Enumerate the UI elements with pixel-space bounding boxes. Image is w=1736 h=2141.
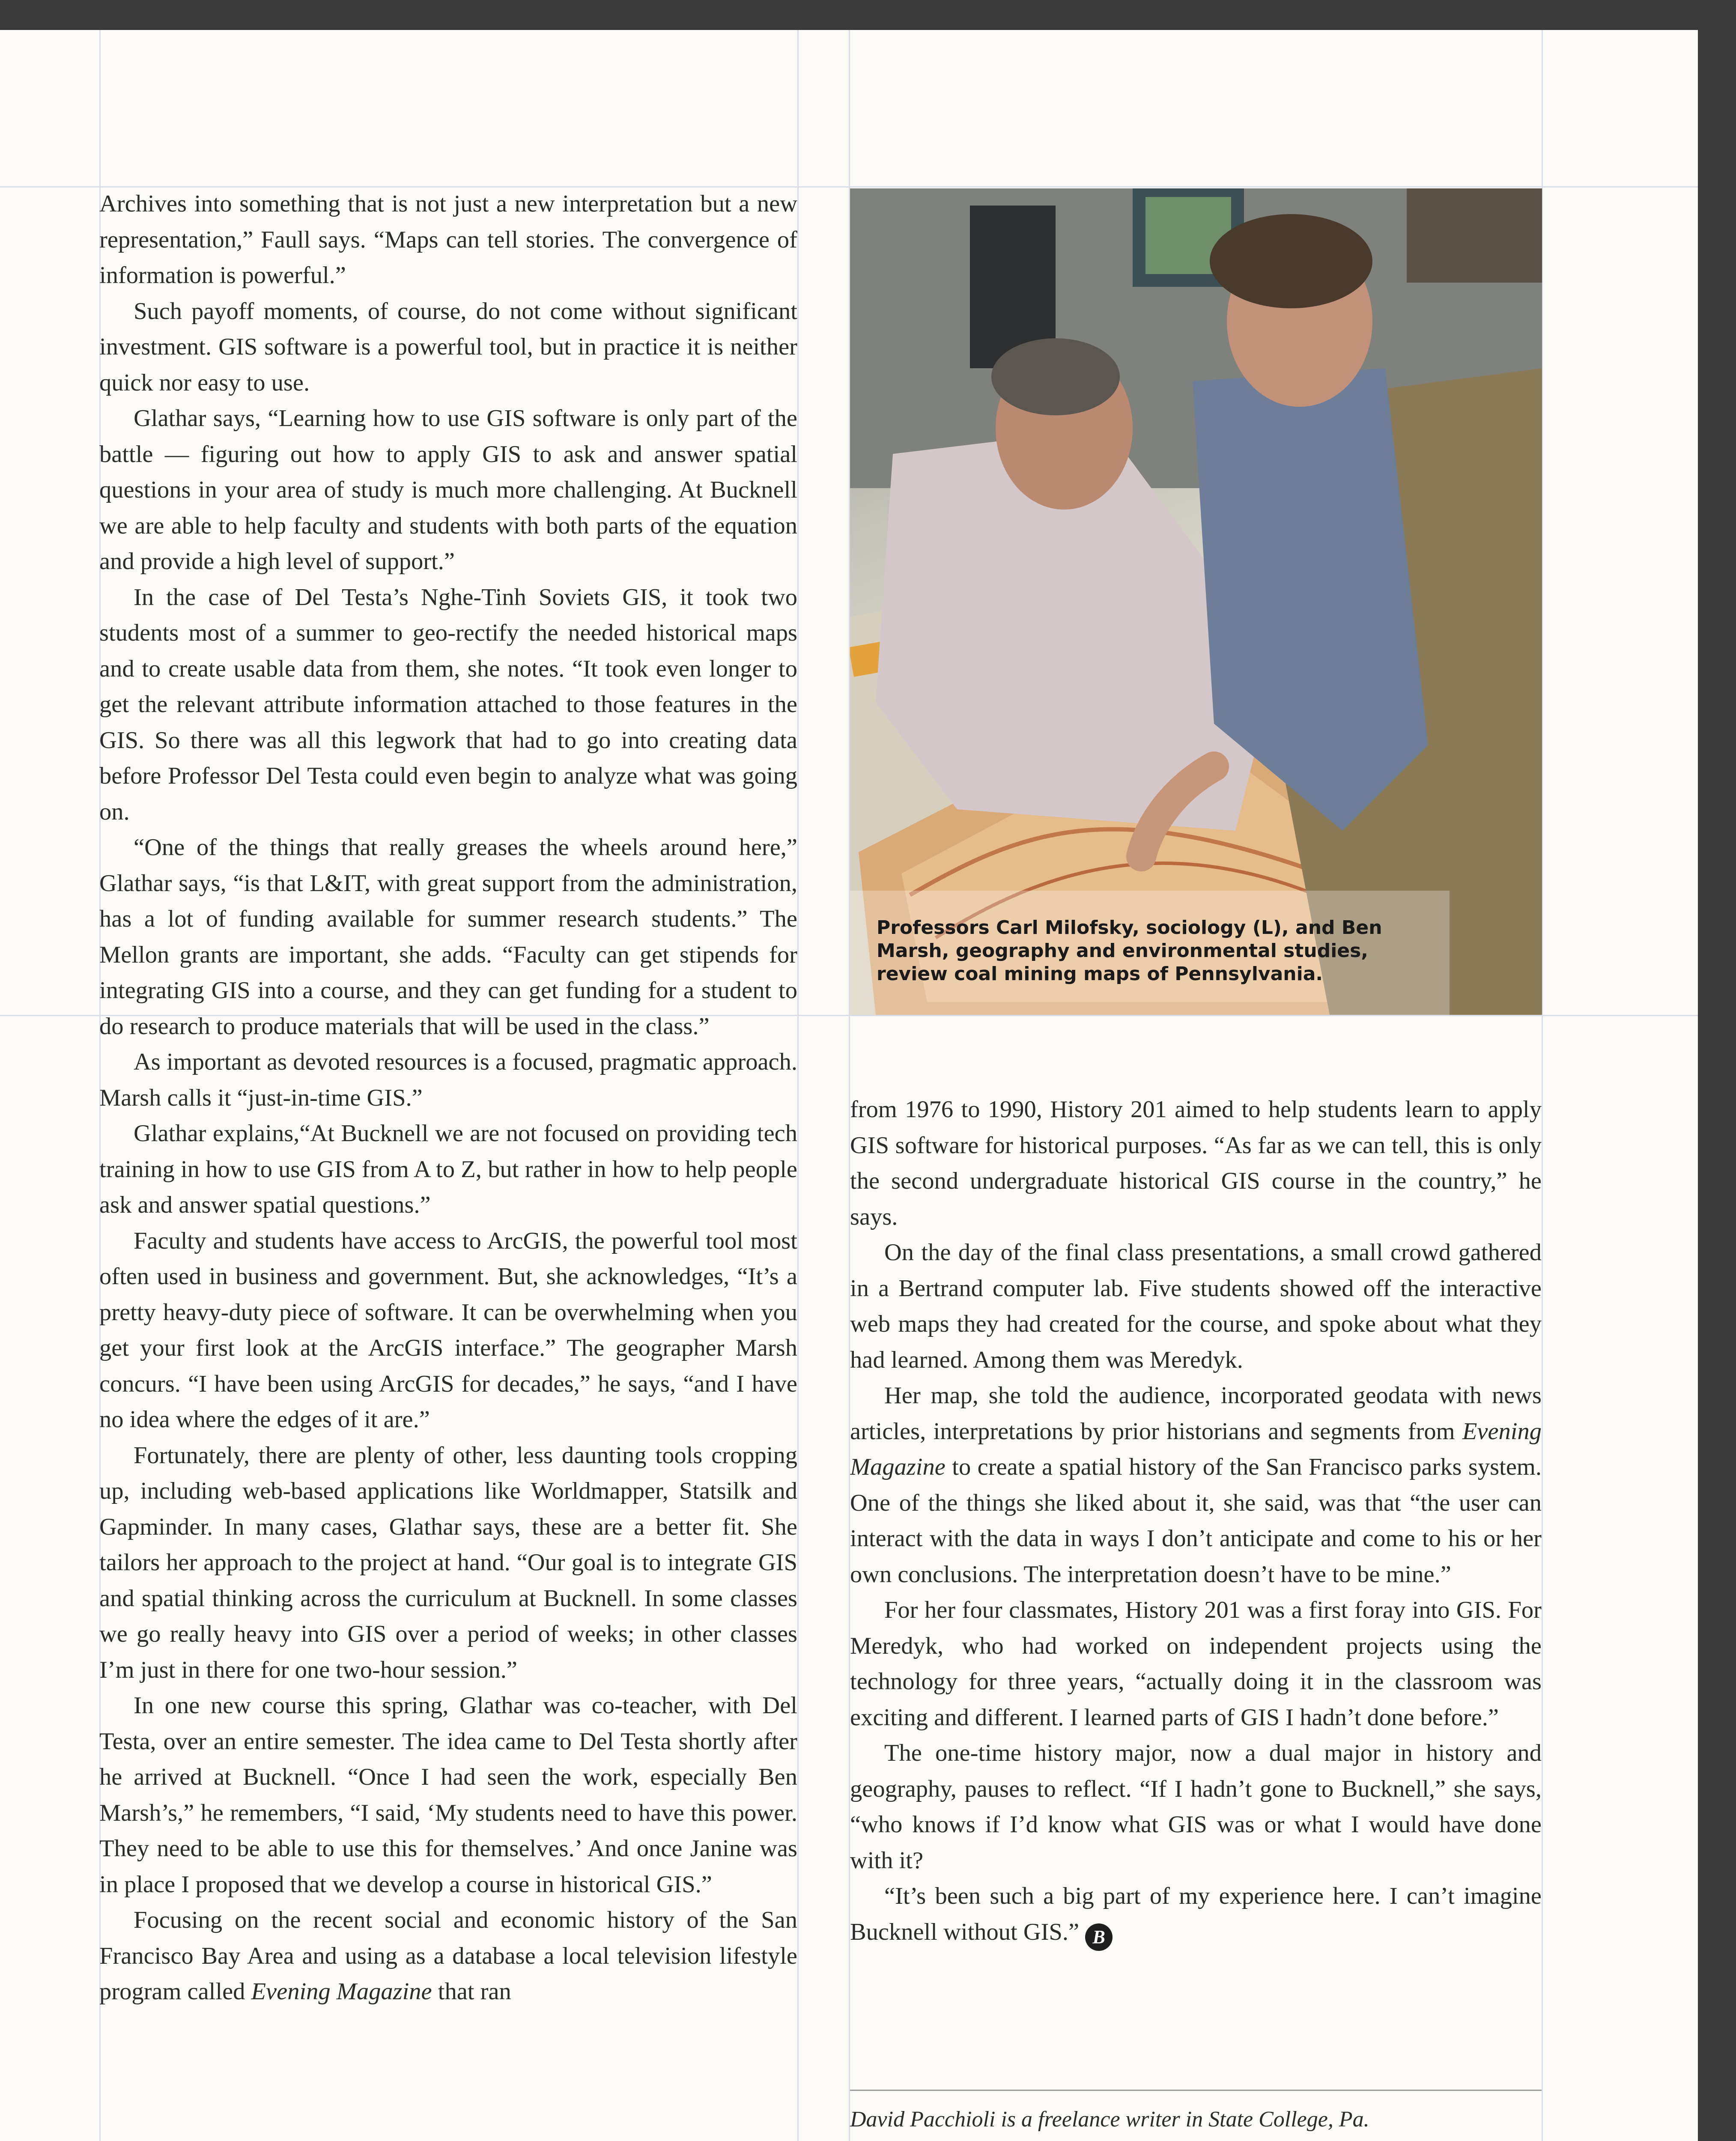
article-photo bbox=[850, 188, 1542, 1015]
program-title: Evening Magazine bbox=[850, 1418, 1542, 1480]
article-column-right bbox=[850, 1092, 1542, 2120]
layout-guide bbox=[797, 30, 799, 2141]
text-run: Her map, she told the audience, incorporated geodata with news articles, interpretations by prior historians and segments from bbox=[850, 1382, 1542, 1445]
end-mark-icon: B bbox=[1085, 1923, 1113, 1951]
article-paragraph: Glathar says, “Learning how to use GIS software is only part of the battle — figuring out how to apply GIS to ask and answer spatial questions in your area of study is much more challenging. At Bucknell we are able to help faculty and students with both parts of the equation and provide a high level of support.” bbox=[99, 405, 797, 575]
article-paragraph: In one new course this spring, Glathar was co-teacher, with Del Testa, over an entire semester. The idea came to Del Testa shortly after he arrived at Bucknell. “Once I had seen the work, especially Ben Marsh’s,” he remembers, “I said, ‘My students need to have this power. They need to be able to use this for themselves.’ And once Janine was in place I proposed that we develop a course in historical GIS.” bbox=[99, 1692, 797, 1898]
text-run: “It’s been such a big part of my experience here. I can’t imagine Bucknell without GIS.” bbox=[850, 1883, 1542, 1945]
text-run: that ran bbox=[432, 1978, 511, 2005]
article-paragraph bbox=[99, 1902, 797, 2010]
article-paragraph: “One of the things that really greases the wheels around here,” Glathar says, “is that L&IT, with great support from the administration, has a lot of funding available for summer research students.” The Mellon grants are important, she adds. “Faculty can get stipends for integrating GIS into a course, and they can get funding for a student to do research to produce materials that will be used in the class.” bbox=[99, 834, 797, 1040]
article-paragraph bbox=[850, 1879, 1542, 1951]
author-byline: David Pacchioli is a freelance writer in State College, Pa. bbox=[850, 2107, 1369, 2132]
article-paragraph: Archives into something that is not just a new interpretation but a new representation,” Faull says. “Maps can tell stories. The convergence of information is powerful.” bbox=[99, 191, 797, 289]
article-paragraph: Such payoff moments, of course, do not come without significant investment. GIS software is a powerful tool, but in practice it is neither quick nor easy to use. bbox=[99, 298, 797, 396]
article-paragraph: Fortunately, there are plenty of other, less daunting tools cropping up, including web-based applications like Worldmapper, Statsilk and Gapminder. In many cases, Glathar says, these are a better fit. She tailors her approach to the project at hand. “Our goal is to integrate GIS and spatial thinking across the curriculum at Bucknell. In some classes we go really heavy into GIS over a period of weeks; in other classes I’m just in there for one two-hour session.” bbox=[99, 1442, 797, 1683]
article-paragraph: On the day of the final class presentations, a small crowd gathered in a Bertrand computer lab. Five students showed off the interactive web maps they had created for the course, and spoke about what they had learned. Among them was Meredyk. bbox=[850, 1239, 1542, 1373]
photo-caption: Professors Carl Milofsky, sociology (L), and Ben Marsh, geography and environmental studies, review coal mining maps of Pennsylvania. bbox=[877, 917, 1382, 985]
article-paragraph: from 1976 to 1990, History 201 aimed to help students learn to apply GIS software for historical purposes. “As far as we can tell, this is only the second undergraduate historical GIS course in the country,” he says. bbox=[850, 1096, 1542, 1230]
text-run: to create a spatial history of the San Francisco parks system. One of the things she liked about it, she said, was that “the user can interact with the data in ways I don’t anticipate and come to his or her own conclusions. The interpretation doesn’t have to be mine.” bbox=[850, 1454, 1542, 1588]
article-paragraph bbox=[850, 1378, 1542, 1592]
program-title: Evening Magazine bbox=[251, 1978, 432, 2005]
article-column-left bbox=[99, 186, 797, 2141]
photo-illustration bbox=[850, 188, 1542, 1015]
article-paragraph: The one-time history major, now a dual major in history and geography, pauses to reflect. “If I hadn’t gone to Bucknell,” she says, “who knows if I’d know what GIS was or what I would have done with it? bbox=[850, 1740, 1542, 1874]
article-paragraph: Glathar explains,“At Bucknell we are not focused on providing tech training in how to use GIS from A to Z, but rather in how to help people ask and answer spatial questions.” bbox=[99, 1120, 797, 1218]
article-paragraph: For her four classmates, History 201 was a first foray into GIS. For Meredyk, who had worked on independent projects using the technology for three years, “actually doing it in the classroom was exciting and different. I learned parts of GIS I hadn’t done before.” bbox=[850, 1597, 1542, 1731]
article-paragraph: In the case of Del Testa’s Nghe-Tinh Soviets GIS, it took two students most of a summer to geo-rectify the needed historical maps and to create usable data from them, she notes. “It took even longer to get the relevant attribute information attached to those features in the GIS. So there was all this legwork that had to go into creating data before Professor Del Testa could even begin to analyze what was going on. bbox=[99, 584, 797, 825]
byline-divider bbox=[850, 2090, 1542, 2091]
article-paragraph: As important as devoted resources is a focused, pragmatic approach. Marsh calls it “just-in-time GIS.” bbox=[99, 1049, 797, 1111]
text-run: Focusing on the recent social and economic history of the San Francisco Bay Area and using as a database a local television lifestyle program called bbox=[99, 1907, 797, 2005]
article-paragraph: Faculty and students have access to ArcGIS, the powerful tool most often used in business and government. But, she acknowledges, “It’s a pretty heavy-duty piece of software. It can be overwhelming when you get your first look at the ArcGIS interface.” The geographer Marsh concurs. “I have been using ArcGIS for decades,” he says, “and I have no idea where the edges of it are.” bbox=[99, 1227, 797, 1433]
magazine-page bbox=[0, 30, 1698, 2141]
